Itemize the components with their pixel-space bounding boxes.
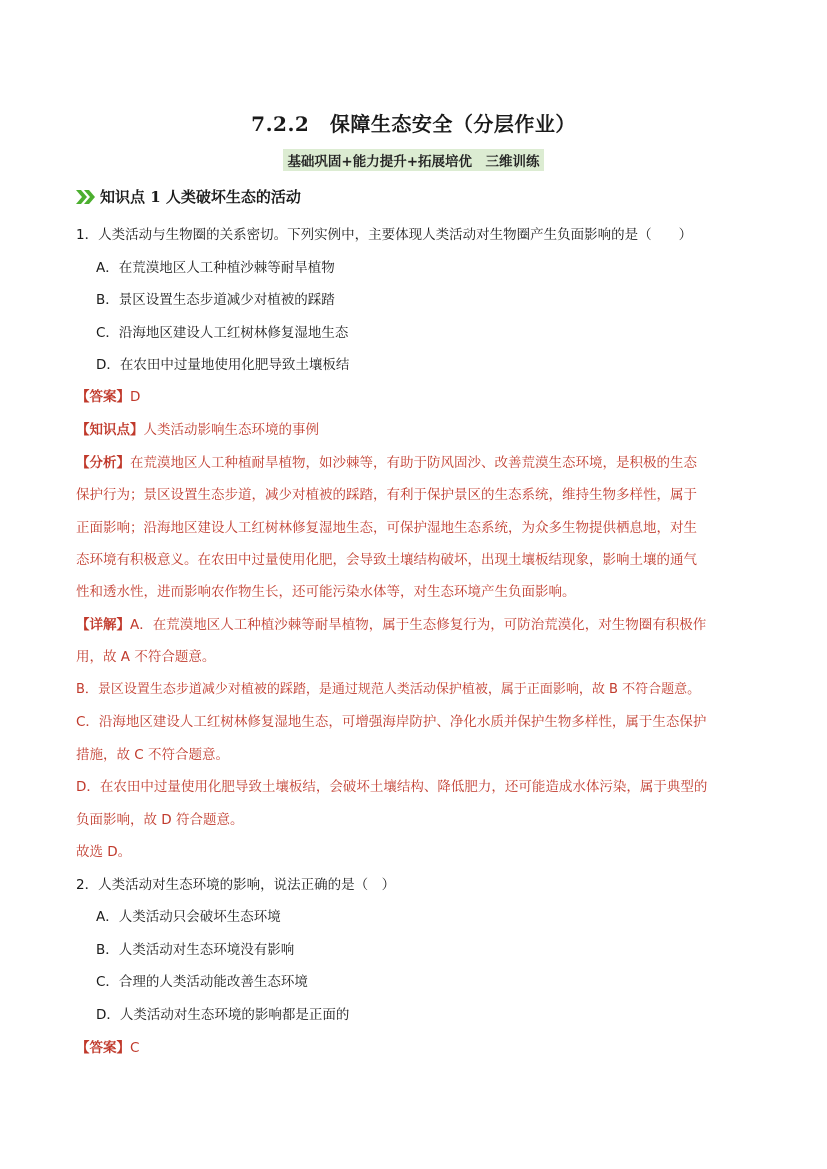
detail-line	[76, 615, 706, 635]
question-2-option-a: A．人类活动只会破坏生态环境	[96, 909, 281, 925]
question-2-answer	[76, 1038, 139, 1058]
question-1-option-b: B．景区设置生态步道减少对植被的踩踏	[96, 292, 335, 308]
question-1-option-c: C．沿海地区建设人工红树林修复湿地生态	[96, 325, 349, 341]
question-2-option-c: C．合理的人类活动能改善生态环境	[96, 974, 308, 990]
detail-line: 措施，故 C 不符合题意。	[76, 747, 230, 763]
analysis-tag: 【分析】	[76, 455, 130, 471]
knowledge-tag: 【知识点】	[76, 422, 144, 438]
analysis-line: 态环境有积极意义。在农田中过量使用化肥，会导致土壤结构破坏，出现土壤板结现象，影响土壤的通气	[76, 552, 697, 568]
question-2-option-b: B．人类活动对生态环境没有影响	[96, 942, 295, 958]
subtitle-row	[0, 149, 827, 171]
answer-value: C	[130, 1040, 140, 1056]
double-chevron-right-icon	[76, 190, 96, 204]
analysis-line	[76, 453, 697, 473]
question-1-stem: 1．人类活动与生物圈的关系密切。下列实例中，主要体现人类活动对生物圈产生负面影响的是（ ）	[76, 227, 693, 243]
analysis-text: 在荒漠地区人工种植耐旱植物，如沙棘等，有助于防风固沙、改善荒漠生态环境，是积极的生态	[130, 455, 697, 471]
analysis-line: 正面影响；沿海地区建设人工红树林修复湿地生态，可保护湿地生态系统，为众多生物提供栖息地，对生	[76, 520, 697, 536]
detail-line: D．在农田中过量使用化肥导致土壤板结，会破坏土壤结构、降低肥力，还可能造成水体污染，属于典型的	[76, 779, 708, 795]
question-1-option-d: D．在农田中过量地使用化肥导致土壤板结	[96, 357, 350, 373]
answer-tag: 【答案】	[76, 389, 130, 405]
question-2-option-d: D．人类活动对生态环境的影响都是正面的	[96, 1007, 350, 1023]
answer-value: D	[130, 389, 141, 405]
page-subtitle: 基础巩固+能力提升+拓展培优 三维训练	[283, 149, 543, 171]
page-title: 7.2.2 保障生态安全（分层作业）	[251, 112, 576, 136]
detail-line: C．沿海地区建设人工红树林修复湿地生态，可增强海岸防护、净化水质并保护生物多样性，属于生态保护	[76, 714, 707, 730]
analysis-line: 性和透水性，进而影响农作物生长，还可能污染水体等，对生态环境产生负面影响。	[76, 584, 576, 600]
section-heading	[76, 186, 301, 207]
question-1-knowledge	[76, 420, 319, 440]
section-title: 知识点 1 人类破坏生态的活动	[100, 188, 301, 206]
detail-text: A．在荒漠地区人工种植沙棘等耐旱植物，属于生态修复行为，可防治荒漠化，对生物圈有积极作	[130, 617, 707, 633]
detail-tag: 【详解】	[76, 617, 130, 633]
analysis-line: 保护行为；景区设置生态步道，减少对植被的踩踏，有利于保护景区的生态系统，维持生物多样性，属于	[76, 487, 697, 503]
detail-line: B．景区设置生态步道减少对植被的踩踏，是通过规范人类活动保护植被，属于正面影响，故 B 不符合题意。	[76, 682, 701, 697]
detail-line: 负面影响，故 D 符合题意。	[76, 812, 244, 828]
answer-tag: 【答案】	[76, 1040, 130, 1056]
detail-line: 用，故 A 不符合题意。	[76, 649, 216, 665]
question-1-answer	[76, 387, 140, 407]
knowledge-value: 人类活动影响生态环境的事例	[143, 422, 319, 438]
detail-line: 故选 D。	[76, 844, 132, 860]
question-1-option-a: A．在荒漠地区人工种植沙棘等耐旱植物	[96, 260, 335, 276]
question-2-stem: 2．人类活动对生态环境的影响，说法正确的是（ ）	[76, 877, 396, 893]
